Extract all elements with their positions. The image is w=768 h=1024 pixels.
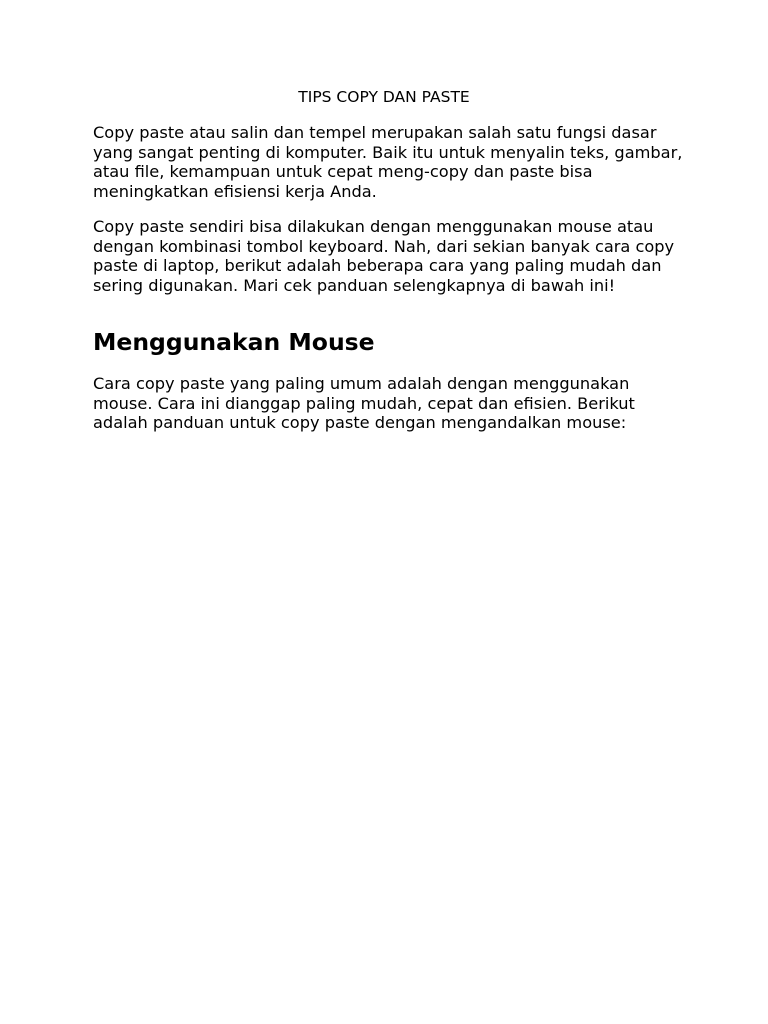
intro-paragraph: Copy paste atau salin dan tempel merupakan salah satu fungsi dasar yang sangat penting di komputer. Baik itu untuk menyalin teks, gambar, atau file, kemampuan untuk cepat meng-copy dan paste bisa meningkatkan efisiensi kerja Anda. xyxy=(93,123,683,201)
document-title: TIPS COPY DAN PASTE xyxy=(298,88,470,106)
section-paragraph: Cara copy paste yang paling umum adalah dengan menggunakan mouse. Cara ini dianggap paling mudah, cepat dan efisien. Berikut adalah panduan untuk copy paste dengan mengandalkan mouse: xyxy=(93,374,635,432)
section-heading: Menggunakan Mouse xyxy=(93,328,375,356)
second-paragraph: Copy paste sendiri bisa dilakukan dengan menggunakan mouse atau dengan kombinasi tombol keyboard. Nah, dari sekian banyak cara copy paste di laptop, berikut adalah beberapa cara yang paling mudah dan sering digunakan. Mari cek panduan selengkapnya di bawah ini! xyxy=(93,217,675,295)
